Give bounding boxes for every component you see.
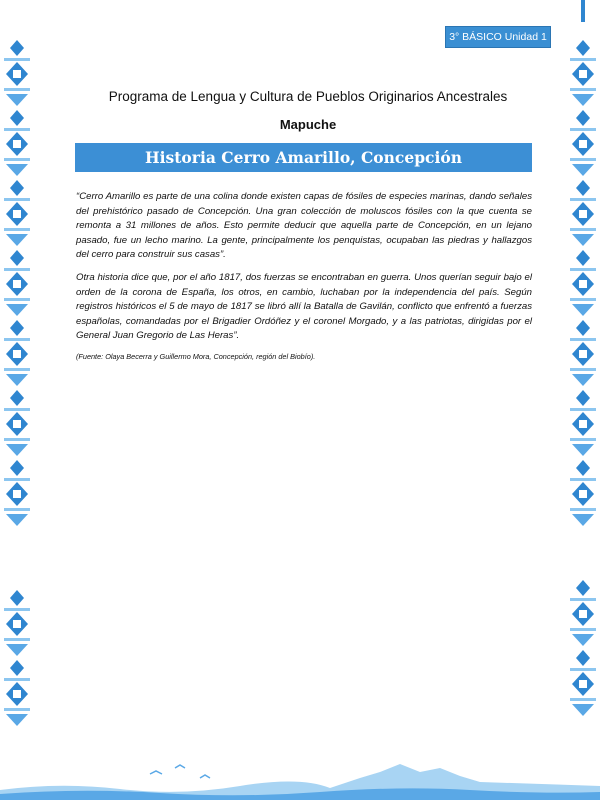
story-paragraph: “Cerro Amarillo es parte de una colina donde existen capas de fósiles de especies marinas, dando señales del prehistórico pasado de Concepción. Una gran colección de moluscos fósiles con la que cuenta se remonta a 31 millones de años. Esto permite deducir que aquella parte de Concepción, en un lejano pasado, fue un lecho marino. La gente, principalmente los penquistas, ocupaban las piedras y hallazgos del cerro para construir sus casas”. <box>76 191 532 261</box>
left-decorative-border-icon <box>0 0 34 800</box>
source-citation: (Fuente: Olaya Becerra y Guillermo Mora, Concepción, región del Biobío). <box>76 351 316 361</box>
unit-badge: 3° BÁSICO Unidad 1 <box>445 26 551 48</box>
program-title: Programa de Lengua y Cultura de Pueblos Originarios Ancestrales <box>108 89 508 104</box>
people-subtitle: Mapuche <box>279 117 337 132</box>
story-paragraph: Otra historia dice que, por el año 1817, dos fuerzas se encontraban en guerra. Unos querían seguir bajo el orden de la corona de España, los otros, en cambio, luchaban por la independencia del país. Según registros históricos el 5 de mayo de 1817 se libró allí la Batalla de Gavilán, conflicto que enfrentó a fuerzas españolas, comandadas por el Brigadier Ordóñez y el coronel Morgado, y a las patriotas, dirigidas por el General Juan Gregorio de Las Heras”. <box>76 271 532 342</box>
landscape-silhouette-icon <box>0 756 600 800</box>
section-title: Historia Cerro Amarillo, Concepción <box>75 143 532 172</box>
story-content <box>76 190 532 361</box>
